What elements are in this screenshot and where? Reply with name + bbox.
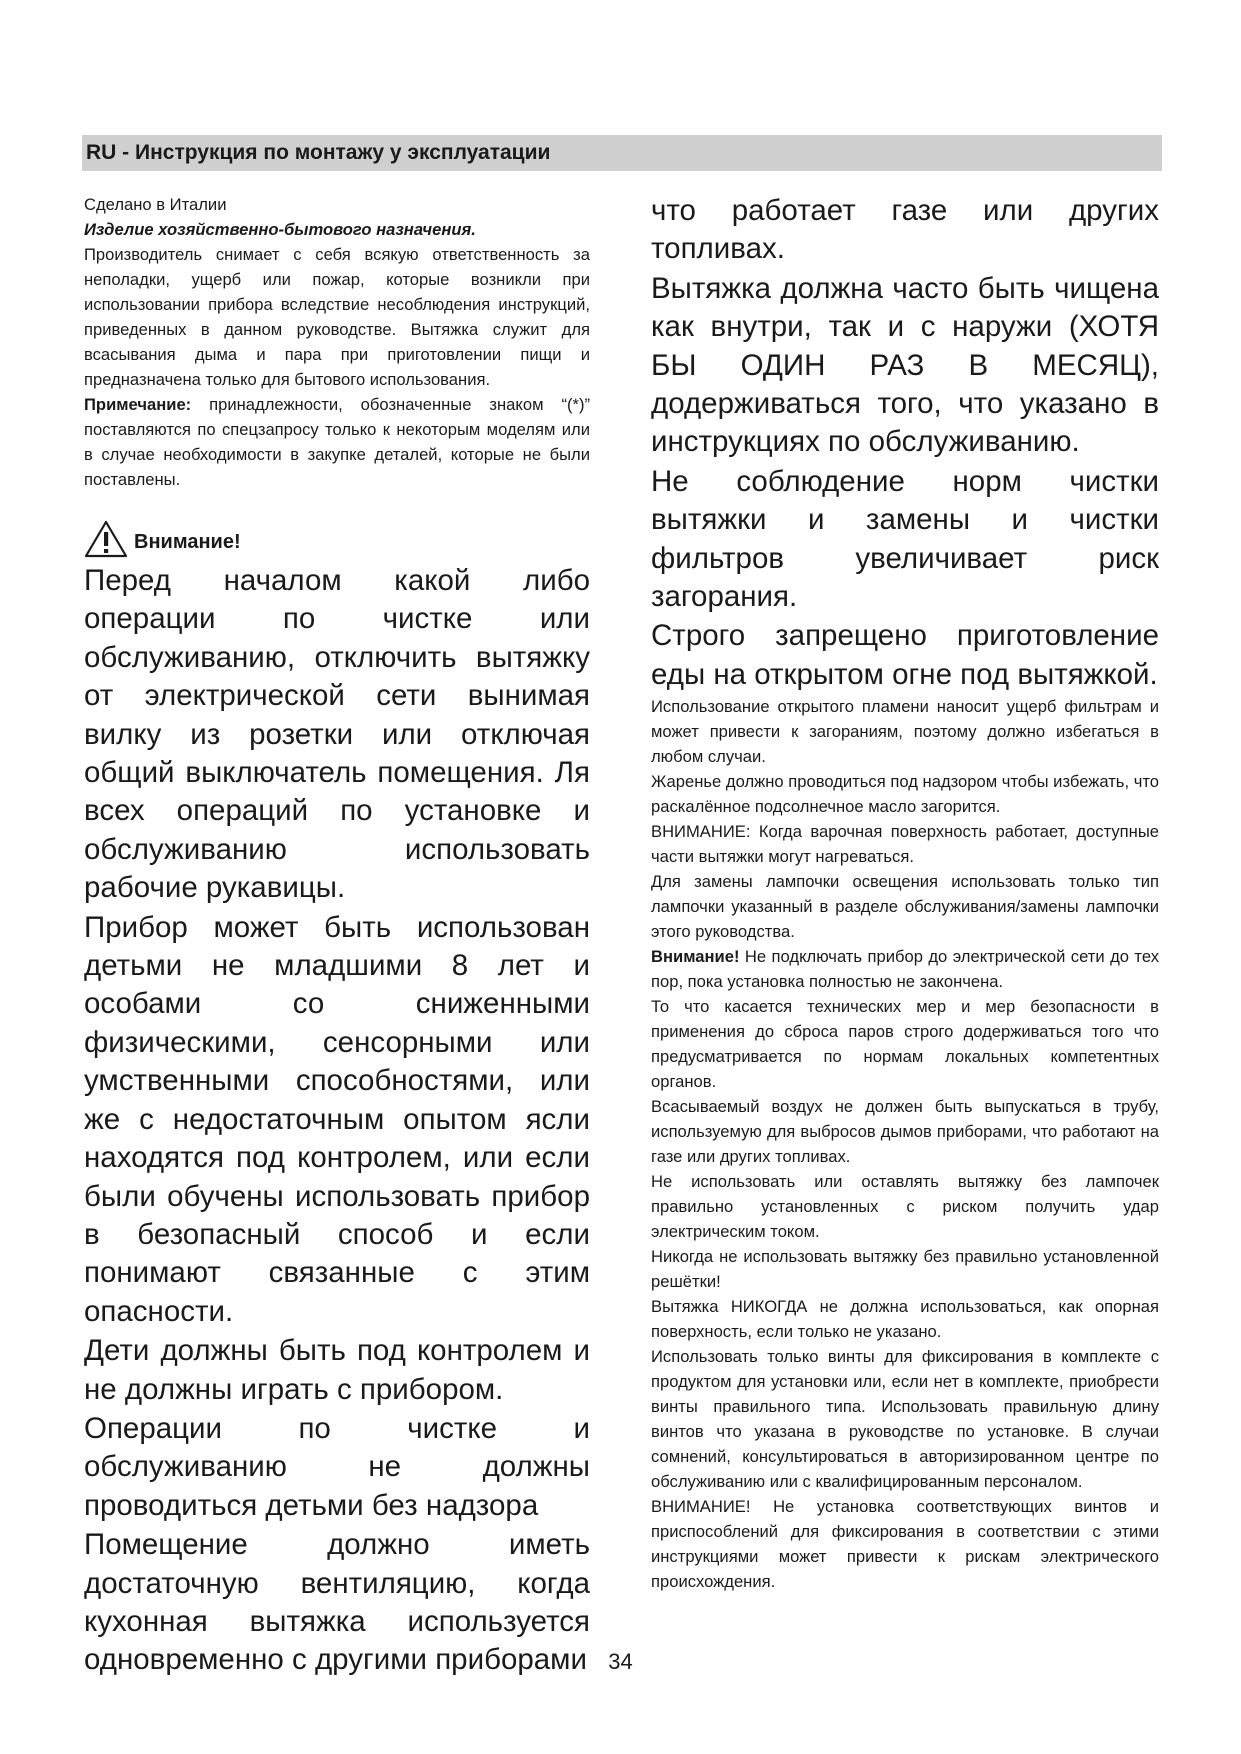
- note-label: Примечание:: [84, 395, 192, 414]
- small-paragraph-4: Для замены лампочки освещения использовать только тип лампочки указанный в разделе обслуживания/замены лампочки этого руководства.: [651, 872, 1159, 942]
- small-paragraph-10: Использовать только винты для фиксирования в комплекте с продуктом для установки или, если нет в комплекте, приобрести винты правильного типа. Использовать правильную длину винтов что указана в руководстве по установке. В случаи сомнений, консультироваться в авторизированном центре по обслуживанию или с квалифицированным персоналом.: [651, 1347, 1159, 1492]
- safety-paragraph-4: Операции по чистке и обслуживанию не должны проводиться детьми без надзора: [84, 1411, 590, 1522]
- intro-paragraph: Производитель снимает с себя всякую ответственность за неполадки, ущерб или пожар, которые возникли при использовании прибора вследствие несоблюдения инструкций, приведенных в данном руководстве. Вытяжка служит для всасывания дыма и пара при приготовлении пищи и предназначена только для бытового использования.: [84, 245, 590, 389]
- safety-paragraph-2: Прибор может быть использован детьми не младшими 8 лет и особами со сниженными физическими, сенсорными или умственными способностями, или же с недостаточным опытом ясли находятся под контролем, или если были обучены использовать прибор в безопасный способ и если понимают связанные с этим опасности.: [84, 910, 590, 1328]
- large-paragraph-2: Вытяжка должна часто быть чищена как внутри, так и с наружи (ХОТЯ БЫ ОДИН РАЗ В МЕСЯЦ), додерживаться того, что указано в инструкциях по обслуживанию.: [651, 271, 1159, 459]
- large-paragraph-4: Строго запрещено приготовление еды на открытом огне под вытяжкой.: [651, 619, 1159, 691]
- large-paragraph-1: что работает газе или других топливах.: [651, 194, 1159, 266]
- attention-heading: [84, 519, 590, 559]
- warning-label: Внимание!: [651, 947, 740, 967]
- warning-triangle-icon: [84, 520, 128, 558]
- left-column: [84, 192, 590, 1680]
- small-paragraph-5: То что касается технических мер и мер безопасности в применения до сброса паров строго додерживаться того что предусматривается по нормам локальных компетентных органов.: [651, 997, 1159, 1092]
- note-paragraph: [84, 392, 590, 492]
- safety-paragraph-1: Перед началом какой либо операции по чистке или обслуживанию, отключить вытяжку от электрической сети вынимая вилку из розетки или отключая общий выключатель помещения. Ля всех операций по установке и обслуживанию использовать рабочие рукавицы.: [84, 564, 590, 905]
- small-paragraph-7: Не использовать или оставлять вытяжку без лампочек правильно установленных с риском получить удар электрическим током.: [651, 1172, 1159, 1242]
- safety-paragraph-5: Помещение должно иметь достаточную вентиляцию, когда кухонная вытяжка используется одновременно с другими приборами: [84, 1528, 590, 1677]
- small-paragraph-3: ВНИМАНИЕ: Когда варочная поверхность работает, доступные части вытяжки могут нагреваться.: [651, 822, 1159, 867]
- intended-use-title: Изделие хозяйственно-бытового назначения.: [84, 220, 476, 239]
- small-paragraph-1: Использование открытого пламени наносит ущерб фильтрам и может привести к загораниям, поэтому должно избегаться в любом случаи.: [651, 697, 1159, 767]
- small-paragraph-11: ВНИМАНИЕ! Не установка соответствующих винтов и приспособлений для фиксирования в соответствии с этими инструкциями может привести к рискам электрического происхождения.: [651, 1497, 1159, 1592]
- small-paragraph-9: Вытяжка НИКОГДА не должна использоваться, как опорная поверхность, если только не указано.: [651, 1297, 1159, 1342]
- safety-paragraph-3: Дети должны быть под контролем и не должны играть с прибором.: [84, 1334, 590, 1406]
- made-in-text: Сделано в Италии: [84, 195, 227, 214]
- note-text: принадлежности, обозначенные знаком “(*)” поставляются по спецзапросу только к некоторым моделям или в случае необходимости в закупке деталей, которые не были поставлены.: [84, 395, 590, 489]
- warning-text: Не подключать прибор до электрической сети до тех пор, пока установка полностью не закончена.: [651, 947, 1159, 992]
- large-paragraph-3: Не соблюдение норм чистки вытяжки и замены и чистки фильтров увеличивает риск загорания.: [651, 464, 1159, 614]
- page-number: 34: [608, 1649, 633, 1674]
- warning-paragraph: [651, 944, 1159, 994]
- section-title: RU - Инструкция по монтажу у эксплуатации: [86, 141, 551, 164]
- right-column: [651, 192, 1159, 1594]
- small-paragraph-2: Жаренье должно проводиться под надзором чтобы избежать, что раскалённое подсолнечное масло загорится.: [651, 772, 1159, 817]
- small-paragraph-6: Всасываемый воздух не должен быть выпускаться в трубу, используемую для выбросов дымов приборами, что работают на газе или других топливах.: [651, 1097, 1159, 1167]
- small-paragraph-8: Никогда не использовать вытяжку без правильно установленной решётки!: [651, 1247, 1159, 1292]
- section-header: [82, 135, 1162, 171]
- attention-label: Внимание!: [134, 531, 241, 553]
